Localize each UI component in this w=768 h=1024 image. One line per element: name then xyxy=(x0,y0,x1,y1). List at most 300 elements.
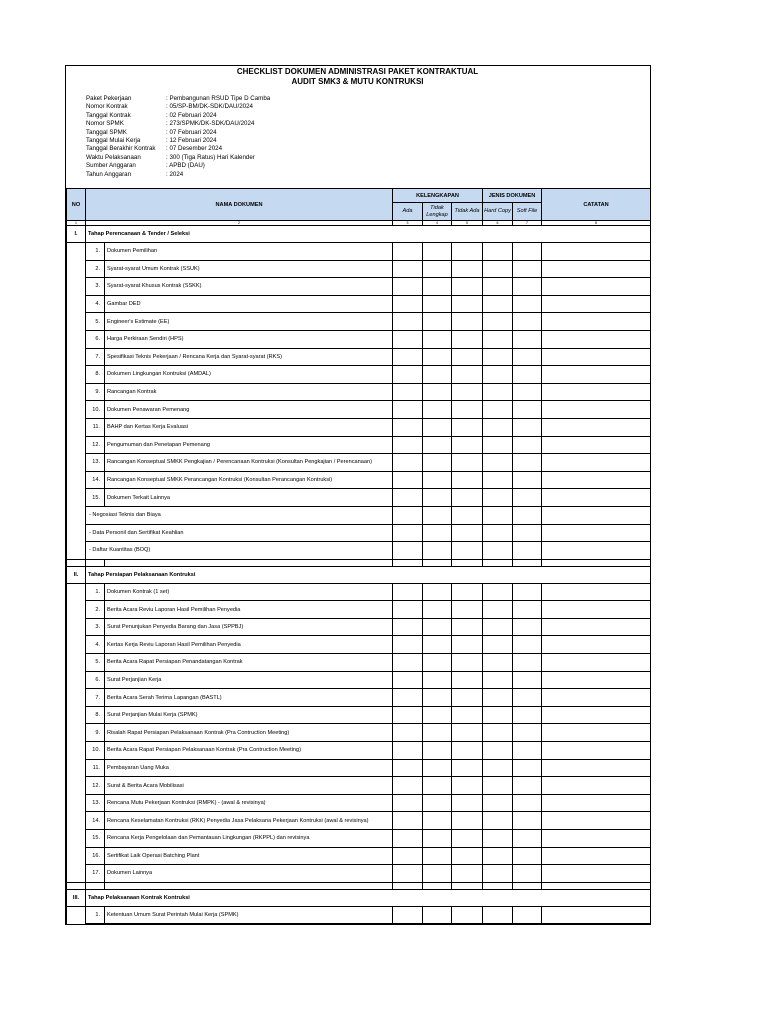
ada-cell[interactable] xyxy=(393,812,423,830)
hard-copy-cell[interactable] xyxy=(483,636,513,654)
hard-copy-cell[interactable] xyxy=(483,418,513,436)
soft-file-cell[interactable] xyxy=(513,724,542,742)
spacer-row xyxy=(67,559,651,566)
tidak-lengkap-cell[interactable] xyxy=(423,260,452,278)
no-spacer-cell xyxy=(67,618,86,636)
info-row xyxy=(86,162,270,170)
info-label: Nomor Kontrak xyxy=(86,103,128,111)
header-hard-copy: Hard Copy xyxy=(483,203,513,221)
item-number: 9. xyxy=(86,383,105,401)
tidak-lengkap-cell[interactable] xyxy=(423,812,452,830)
info-value: : APBD (DAU) xyxy=(166,162,205,170)
tidak-ada-cell[interactable] xyxy=(452,401,483,419)
catatan-cell[interactable] xyxy=(542,418,651,436)
catatan-cell[interactable] xyxy=(542,454,651,472)
tidak-lengkap-cell[interactable] xyxy=(423,506,452,524)
soft-file-cell[interactable] xyxy=(513,366,542,384)
tidak-lengkap-cell[interactable] xyxy=(423,583,452,601)
catatan-cell[interactable] xyxy=(542,671,651,689)
ada-cell[interactable] xyxy=(393,706,423,724)
tidak-lengkap-cell[interactable] xyxy=(423,489,452,507)
tidak-ada-cell[interactable] xyxy=(452,506,483,524)
hard-copy-cell[interactable] xyxy=(483,671,513,689)
ada-cell[interactable] xyxy=(393,330,423,348)
header-catatan: CATATAN xyxy=(542,189,651,221)
tidak-ada-cell[interactable] xyxy=(452,471,483,489)
table-row xyxy=(67,418,651,436)
soft-file-cell[interactable] xyxy=(513,812,542,830)
col-number: 2 xyxy=(86,221,393,226)
tidak-lengkap-cell[interactable] xyxy=(423,654,452,672)
item-number: 14. xyxy=(86,812,105,830)
document-name: Spesifikasi Teknis Pekerjaan / Rencana Kerja dan Syarat-syarat (RKS) xyxy=(105,348,393,366)
tidak-ada-cell[interactable] xyxy=(452,812,483,830)
ada-cell[interactable] xyxy=(393,830,423,848)
info-value: : 2024 xyxy=(166,170,184,178)
tidak-lengkap-cell[interactable] xyxy=(423,542,452,560)
tidak-lengkap-cell[interactable] xyxy=(423,671,452,689)
tidak-ada-cell[interactable] xyxy=(452,865,483,883)
hard-copy-cell[interactable] xyxy=(483,471,513,489)
no-spacer-cell xyxy=(67,847,86,865)
tidak-lengkap-cell[interactable] xyxy=(423,724,452,742)
ada-cell[interactable] xyxy=(393,243,423,261)
no-spacer-cell xyxy=(67,348,86,366)
table-row xyxy=(67,506,651,524)
ada-cell[interactable] xyxy=(393,689,423,707)
contract-info xyxy=(86,95,270,179)
tidak-ada-cell[interactable] xyxy=(452,295,483,313)
info-row xyxy=(86,129,270,137)
header-tidak-ada: Tidak Ada xyxy=(452,203,483,221)
document-name: Surat Perjanjian Mulai Kerja (SPMK) xyxy=(105,706,393,724)
soft-file-cell[interactable] xyxy=(513,777,542,795)
soft-file-cell[interactable] xyxy=(513,706,542,724)
catatan-cell[interactable] xyxy=(542,436,651,454)
tidak-ada-cell[interactable] xyxy=(452,830,483,848)
tidak-ada-cell[interactable] xyxy=(452,618,483,636)
no-spacer-cell xyxy=(67,636,86,654)
info-row xyxy=(86,171,270,179)
soft-file-cell[interactable] xyxy=(513,418,542,436)
soft-file-cell[interactable] xyxy=(513,313,542,331)
hard-copy-cell[interactable] xyxy=(483,330,513,348)
hard-copy-cell[interactable] xyxy=(483,401,513,419)
catatan-cell[interactable] xyxy=(542,601,651,619)
catatan-cell[interactable] xyxy=(542,906,651,924)
tidak-ada-cell[interactable] xyxy=(452,524,483,542)
soft-file-cell[interactable] xyxy=(513,689,542,707)
hard-copy-cell[interactable] xyxy=(483,454,513,472)
tidak-ada-cell[interactable] xyxy=(452,777,483,795)
hard-copy-cell[interactable] xyxy=(483,436,513,454)
document-name: Dokumen Terkait Lainnya xyxy=(105,489,393,507)
hard-copy-cell[interactable] xyxy=(483,295,513,313)
header-ada: Ada xyxy=(393,203,423,221)
hard-copy-cell[interactable] xyxy=(483,724,513,742)
ada-cell[interactable] xyxy=(393,583,423,601)
catatan-cell[interactable] xyxy=(542,583,651,601)
tidak-ada-cell[interactable] xyxy=(452,278,483,296)
ada-cell[interactable] xyxy=(393,383,423,401)
tidak-lengkap-cell[interactable] xyxy=(423,618,452,636)
tidak-lengkap-cell[interactable] xyxy=(423,906,452,924)
catatan-cell[interactable] xyxy=(542,542,651,560)
item-number: 10. xyxy=(86,401,105,419)
ada-cell[interactable] xyxy=(393,436,423,454)
soft-file-cell[interactable] xyxy=(513,471,542,489)
soft-file-cell[interactable] xyxy=(513,330,542,348)
catatan-cell[interactable] xyxy=(542,366,651,384)
tidak-lengkap-cell[interactable] xyxy=(423,436,452,454)
ada-cell[interactable] xyxy=(393,777,423,795)
no-spacer-cell xyxy=(67,742,86,760)
tidak-ada-cell[interactable] xyxy=(452,742,483,760)
tidak-lengkap-cell[interactable] xyxy=(423,847,452,865)
ada-cell[interactable] xyxy=(393,489,423,507)
catatan-cell[interactable] xyxy=(542,295,651,313)
hard-copy-cell[interactable] xyxy=(483,847,513,865)
hard-copy-cell[interactable] xyxy=(483,506,513,524)
soft-file-cell[interactable] xyxy=(513,636,542,654)
catatan-cell[interactable] xyxy=(542,654,651,672)
hard-copy-cell[interactable] xyxy=(483,583,513,601)
soft-file-cell[interactable] xyxy=(513,524,542,542)
ada-cell[interactable] xyxy=(393,295,423,313)
catatan-cell[interactable] xyxy=(542,706,651,724)
spacer-cell xyxy=(67,559,86,566)
item-number: 8. xyxy=(86,366,105,384)
ada-cell[interactable] xyxy=(393,601,423,619)
table-row xyxy=(67,436,651,454)
item-number: 1. xyxy=(86,583,105,601)
soft-file-cell[interactable] xyxy=(513,583,542,601)
tidak-lengkap-cell[interactable] xyxy=(423,524,452,542)
tidak-ada-cell[interactable] xyxy=(452,348,483,366)
soft-file-cell[interactable] xyxy=(513,847,542,865)
tidak-ada-cell[interactable] xyxy=(452,436,483,454)
soft-file-cell[interactable] xyxy=(513,260,542,278)
catatan-cell[interactable] xyxy=(542,759,651,777)
soft-file-cell[interactable] xyxy=(513,348,542,366)
soft-file-cell[interactable] xyxy=(513,794,542,812)
col-number: 6 xyxy=(483,221,513,226)
info-row xyxy=(86,120,270,128)
hard-copy-cell[interactable] xyxy=(483,742,513,760)
table-row xyxy=(67,454,651,472)
soft-file-cell[interactable] xyxy=(513,506,542,524)
catatan-cell[interactable] xyxy=(542,401,651,419)
hard-copy-cell[interactable] xyxy=(483,759,513,777)
ada-cell[interactable] xyxy=(393,366,423,384)
catatan-cell[interactable] xyxy=(542,847,651,865)
hard-copy-cell[interactable] xyxy=(483,489,513,507)
soft-file-cell[interactable] xyxy=(513,243,542,261)
tidak-ada-cell[interactable] xyxy=(452,330,483,348)
tidak-lengkap-cell[interactable] xyxy=(423,313,452,331)
hard-copy-cell[interactable] xyxy=(483,383,513,401)
table-row xyxy=(67,847,651,865)
soft-file-cell[interactable] xyxy=(513,742,542,760)
soft-file-cell[interactable] xyxy=(513,454,542,472)
hard-copy-cell[interactable] xyxy=(483,906,513,924)
tidak-lengkap-cell[interactable] xyxy=(423,794,452,812)
hard-copy-cell[interactable] xyxy=(483,542,513,560)
ada-cell[interactable] xyxy=(393,418,423,436)
header-kelengkapan: KELENGKAPAN xyxy=(393,189,483,203)
tidak-ada-cell[interactable] xyxy=(452,847,483,865)
soft-file-cell[interactable] xyxy=(513,278,542,296)
table-row xyxy=(67,794,651,812)
no-spacer-cell xyxy=(67,865,86,883)
document-name: Surat Perjanjian Kerja xyxy=(105,671,393,689)
hard-copy-cell[interactable] xyxy=(483,348,513,366)
tidak-lengkap-cell[interactable] xyxy=(423,706,452,724)
spacer-cell xyxy=(393,559,423,566)
tidak-lengkap-cell[interactable] xyxy=(423,454,452,472)
document-name: - Daftar Kuantitas (BOQ) xyxy=(86,542,393,560)
section-row xyxy=(67,566,651,583)
catatan-cell[interactable] xyxy=(542,742,651,760)
tidak-ada-cell[interactable] xyxy=(452,366,483,384)
catatan-cell[interactable] xyxy=(542,278,651,296)
hard-copy-cell[interactable] xyxy=(483,706,513,724)
catatan-cell[interactable] xyxy=(542,383,651,401)
info-label: Tanggal Kontrak xyxy=(86,111,131,119)
soft-file-cell[interactable] xyxy=(513,601,542,619)
tidak-ada-cell[interactable] xyxy=(452,542,483,560)
hard-copy-cell[interactable] xyxy=(483,260,513,278)
tidak-lengkap-cell[interactable] xyxy=(423,777,452,795)
tidak-lengkap-cell[interactable] xyxy=(423,295,452,313)
tidak-ada-cell[interactable] xyxy=(452,489,483,507)
tidak-ada-cell[interactable] xyxy=(452,706,483,724)
tidak-lengkap-cell[interactable] xyxy=(423,759,452,777)
ada-cell[interactable] xyxy=(393,671,423,689)
col-number: 8 xyxy=(542,221,651,226)
table-row xyxy=(67,295,651,313)
catatan-cell[interactable] xyxy=(542,243,651,261)
ada-cell[interactable] xyxy=(393,348,423,366)
info-row xyxy=(86,137,270,145)
soft-file-cell[interactable] xyxy=(513,830,542,848)
catatan-cell[interactable] xyxy=(542,636,651,654)
catatan-cell[interactable] xyxy=(542,830,651,848)
item-number: 2. xyxy=(86,260,105,278)
document-name: Berita Acara Rapat Persiapan Pelaksanaan Kontrak (Pra Contruction Meeting) xyxy=(105,742,393,760)
catatan-cell[interactable] xyxy=(542,812,651,830)
document-name: - Negosiasi Teknis dan Biaya xyxy=(86,506,393,524)
hard-copy-cell[interactable] xyxy=(483,654,513,672)
info-label: Nomor SPMK xyxy=(86,120,124,128)
tidak-lengkap-cell[interactable] xyxy=(423,401,452,419)
catatan-cell[interactable] xyxy=(542,471,651,489)
catatan-cell[interactable] xyxy=(542,260,651,278)
catatan-cell[interactable] xyxy=(542,313,651,331)
soft-file-cell[interactable] xyxy=(513,401,542,419)
ada-cell[interactable] xyxy=(393,454,423,472)
no-spacer-cell xyxy=(67,724,86,742)
catatan-cell[interactable] xyxy=(542,689,651,707)
hard-copy-cell[interactable] xyxy=(483,618,513,636)
hard-copy-cell[interactable] xyxy=(483,243,513,261)
tidak-lengkap-cell[interactable] xyxy=(423,330,452,348)
spacer-cell xyxy=(86,559,105,566)
soft-file-cell[interactable] xyxy=(513,618,542,636)
ada-cell[interactable] xyxy=(393,260,423,278)
tidak-lengkap-cell[interactable] xyxy=(423,383,452,401)
title-line-1: CHECKLIST DOKUMEN ADMINISTRASI PAKET KONTRAKTUAL xyxy=(236,67,479,76)
soft-file-cell[interactable] xyxy=(513,295,542,313)
tidak-lengkap-cell[interactable] xyxy=(423,830,452,848)
tidak-ada-cell[interactable] xyxy=(452,418,483,436)
info-label: Tanggal SPMK xyxy=(86,128,127,136)
tidak-lengkap-cell[interactable] xyxy=(423,348,452,366)
hard-copy-cell[interactable] xyxy=(483,524,513,542)
soft-file-cell[interactable] xyxy=(513,436,542,454)
info-row xyxy=(86,145,270,153)
tidak-lengkap-cell[interactable] xyxy=(423,278,452,296)
catatan-cell[interactable] xyxy=(542,330,651,348)
table-row xyxy=(67,636,651,654)
hard-copy-cell[interactable] xyxy=(483,777,513,795)
soft-file-cell[interactable] xyxy=(513,654,542,672)
document-name: Dokumen Lainnya xyxy=(105,865,393,883)
catatan-cell[interactable] xyxy=(542,618,651,636)
catatan-cell[interactable] xyxy=(542,865,651,883)
title-line-2: AUDIT SMK3 & MUTU KONTRUKSI xyxy=(291,77,424,86)
ada-cell[interactable] xyxy=(393,506,423,524)
tidak-ada-cell[interactable] xyxy=(452,383,483,401)
tidak-ada-cell[interactable] xyxy=(452,759,483,777)
soft-file-cell[interactable] xyxy=(513,759,542,777)
tidak-lengkap-cell[interactable] xyxy=(423,742,452,760)
table-row xyxy=(67,348,651,366)
tidak-ada-cell[interactable] xyxy=(452,583,483,601)
header-no: NO xyxy=(67,189,86,221)
no-spacer-cell xyxy=(67,418,86,436)
hard-copy-cell[interactable] xyxy=(483,278,513,296)
ada-cell[interactable] xyxy=(393,313,423,331)
catatan-cell[interactable] xyxy=(542,777,651,795)
spacer-cell xyxy=(483,882,513,889)
ada-cell[interactable] xyxy=(393,524,423,542)
catatan-cell[interactable] xyxy=(542,794,651,812)
ada-cell[interactable] xyxy=(393,847,423,865)
tidak-ada-cell[interactable] xyxy=(452,313,483,331)
soft-file-cell[interactable] xyxy=(513,489,542,507)
item-number: 11. xyxy=(86,418,105,436)
catatan-cell[interactable] xyxy=(542,489,651,507)
no-spacer-cell xyxy=(67,366,86,384)
section-row xyxy=(67,226,651,243)
hard-copy-cell[interactable] xyxy=(483,794,513,812)
catatan-cell[interactable] xyxy=(542,724,651,742)
soft-file-cell[interactable] xyxy=(513,383,542,401)
ada-cell[interactable] xyxy=(393,471,423,489)
tidak-lengkap-cell[interactable] xyxy=(423,243,452,261)
item-number: 6. xyxy=(86,671,105,689)
tidak-ada-cell[interactable] xyxy=(452,636,483,654)
hard-copy-cell[interactable] xyxy=(483,313,513,331)
tidak-ada-cell[interactable] xyxy=(452,260,483,278)
tidak-lengkap-cell[interactable] xyxy=(423,601,452,619)
no-spacer-cell xyxy=(67,777,86,795)
ada-cell[interactable] xyxy=(393,742,423,760)
catatan-cell[interactable] xyxy=(542,524,651,542)
tidak-lengkap-cell[interactable] xyxy=(423,865,452,883)
ada-cell[interactable] xyxy=(393,278,423,296)
tidak-lengkap-cell[interactable] xyxy=(423,689,452,707)
soft-file-cell[interactable] xyxy=(513,865,542,883)
tidak-ada-cell[interactable] xyxy=(452,243,483,261)
tidak-ada-cell[interactable] xyxy=(452,906,483,924)
ada-cell[interactable] xyxy=(393,401,423,419)
ada-cell[interactable] xyxy=(393,618,423,636)
ada-cell[interactable] xyxy=(393,542,423,560)
hard-copy-cell[interactable] xyxy=(483,812,513,830)
spacer-cell xyxy=(86,882,105,889)
ada-cell[interactable] xyxy=(393,865,423,883)
col-number: 7 xyxy=(513,221,542,226)
ada-cell[interactable] xyxy=(393,636,423,654)
tidak-lengkap-cell[interactable] xyxy=(423,471,452,489)
no-spacer-cell xyxy=(67,313,86,331)
hard-copy-cell[interactable] xyxy=(483,830,513,848)
info-label: Sumber Anggaran xyxy=(86,162,136,170)
ada-cell[interactable] xyxy=(393,759,423,777)
info-value: : 273/SPMK/DK-SDK/DAU/2024 xyxy=(166,120,255,128)
ada-cell[interactable] xyxy=(393,724,423,742)
hard-copy-cell[interactable] xyxy=(483,689,513,707)
tidak-ada-cell[interactable] xyxy=(452,654,483,672)
ada-cell[interactable] xyxy=(393,906,423,924)
tidak-lengkap-cell[interactable] xyxy=(423,366,452,384)
tidak-ada-cell[interactable] xyxy=(452,794,483,812)
table-row xyxy=(67,742,651,760)
table-row xyxy=(67,777,651,795)
col-number: 1 xyxy=(67,221,86,226)
tidak-ada-cell[interactable] xyxy=(452,689,483,707)
document-name: Surat & Berita Acara Mobilisasi xyxy=(105,777,393,795)
no-spacer-cell xyxy=(67,471,86,489)
soft-file-cell[interactable] xyxy=(513,906,542,924)
no-spacer-cell xyxy=(67,489,86,507)
soft-file-cell[interactable] xyxy=(513,671,542,689)
table-row xyxy=(67,524,651,542)
section-title: Tahap Pelaksanaan Kontrak Kontruksi xyxy=(86,889,651,906)
hard-copy-cell[interactable] xyxy=(483,366,513,384)
ada-cell[interactable] xyxy=(393,794,423,812)
catatan-cell[interactable] xyxy=(542,506,651,524)
catatan-cell[interactable] xyxy=(542,348,651,366)
tidak-ada-cell[interactable] xyxy=(452,601,483,619)
tidak-ada-cell[interactable] xyxy=(452,671,483,689)
document-name: Kertas Kerja Reviu Laporan Hasil Pemilihan Penyedia xyxy=(105,636,393,654)
tidak-lengkap-cell[interactable] xyxy=(423,636,452,654)
soft-file-cell[interactable] xyxy=(513,542,542,560)
tidak-ada-cell[interactable] xyxy=(452,724,483,742)
tidak-ada-cell[interactable] xyxy=(452,454,483,472)
table-row xyxy=(67,654,651,672)
tidak-lengkap-cell[interactable] xyxy=(423,418,452,436)
table-row xyxy=(67,724,651,742)
hard-copy-cell[interactable] xyxy=(483,865,513,883)
hard-copy-cell[interactable] xyxy=(483,601,513,619)
ada-cell[interactable] xyxy=(393,654,423,672)
document-name: Rencana Keselamatan Kontruksi (RKK) Penyedia Jasa Pelaksana Pekerjaan Kontruksi (awal & revisinya) xyxy=(105,812,393,830)
document-name: Rancangan Konseptual SMKK Pengkajian / Perencanaan Kontruksi (Konsultan Pengkajian / Perencanaan) xyxy=(105,454,393,472)
